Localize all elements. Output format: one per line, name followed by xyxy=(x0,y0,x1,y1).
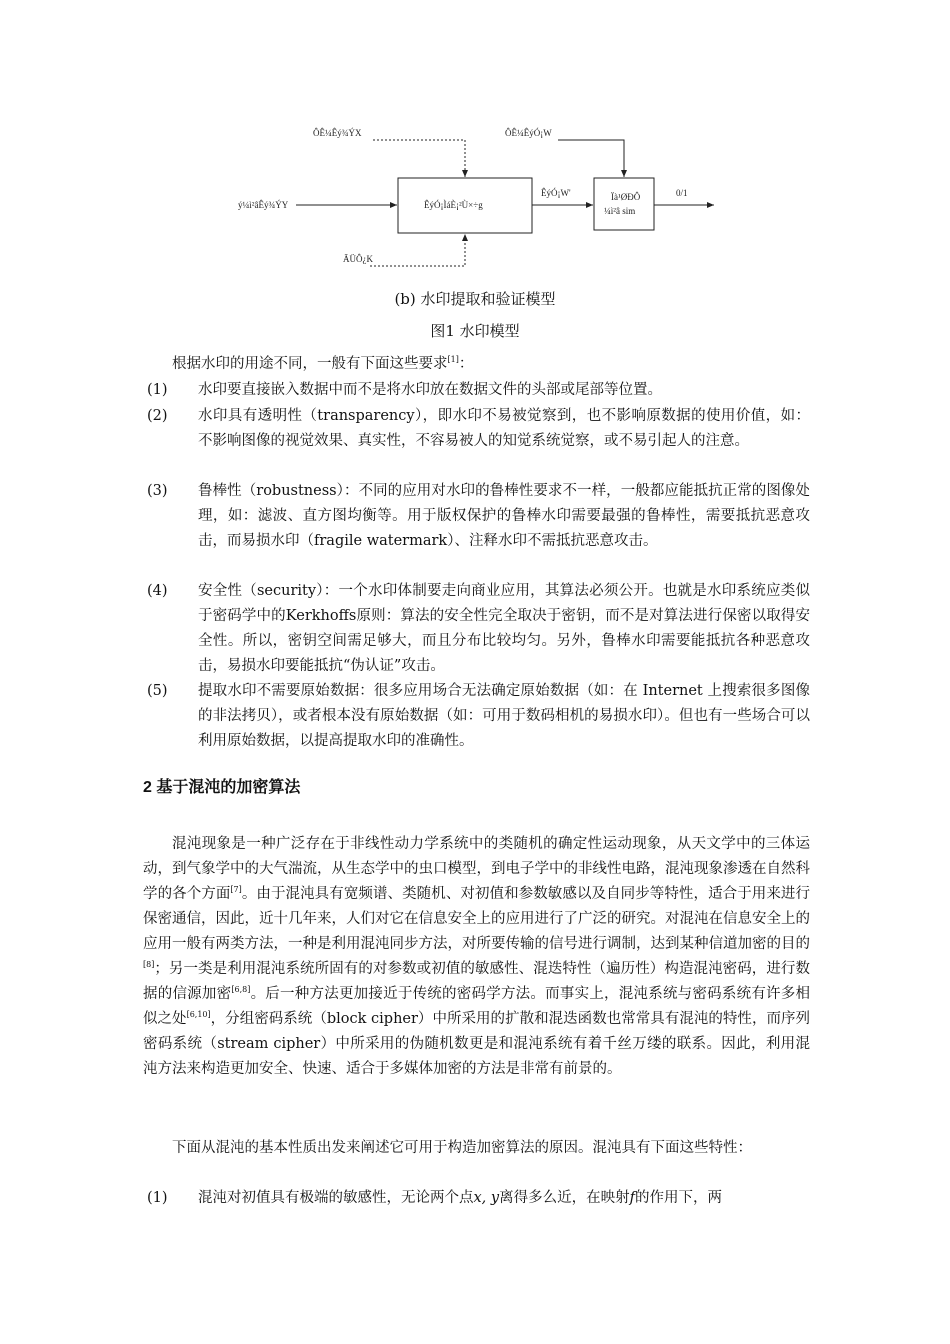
original-watermark-arrow xyxy=(558,140,624,177)
requirement-item: (4) 安全性（security）：一个水印体制要走向商业应用，其算法必须公开。也就是水印系统应类似于密码学中的Kerkhoffs原则：算法的安全性完全取决于密钥，而不是对算法进行保密以取得安全性。所以，密钥空间需足够大，而且分布比较均匀。另外，鲁棒水印需要能抵抗各种恶意攻击，易损水印要能抵抗“伪认证”攻击。 xyxy=(147,583,810,674)
property-item: (1) 混沌对初值具有极端的敏感性，无论两个点x, y离得多么近，在映射f的作用下，两 xyxy=(147,1190,722,1206)
correlation-box xyxy=(594,178,654,230)
section-heading: 2 基于混沌的加密算法 xyxy=(143,779,301,796)
watermark-extraction-diagram xyxy=(0,0,950,280)
label-original-data: ÔÊ¼Êý¾ÝX xyxy=(313,128,362,138)
label-extracted-watermark: ÊýÓ¡W' xyxy=(541,188,571,198)
requirement-item: (2) 水印具有透明性（transparency），即水印不易被觉察到，也不影响原数据的使用价值，如：不影响图像的视觉效果、真实性，不容易被人的知觉系统觉察，或不易引起人的注意。 xyxy=(147,408,810,449)
requirement-item: (1) 水印要直接嵌入数据中而不是将水印放在数据文件的头部或尾部等位置。 xyxy=(147,382,662,398)
requirement-item: (5) 提取水印不需要原始数据：很多应用场合无法确定原始数据（如：在 Internet 上搜索很多图像的非法拷贝），或者根本没有原始数据（如：可用于数码相机的易损水印）。但也有一些场合可以利用原始数据，以提高提取水印的准确性。 xyxy=(147,683,810,749)
original-data-dashed-arrow xyxy=(373,140,465,177)
label-correlation: Ïà¹ØÐÔ xyxy=(611,192,641,202)
label-original-watermark: ÔÊ¼ÊýÓ¡W xyxy=(505,128,552,138)
label-extraction-op: ÊýÓ¡ÌáÈ¡²Ù×÷g xyxy=(424,200,483,210)
subfigure-caption: (b) 水印提取和验证模型 xyxy=(394,290,556,308)
chaos-paragraph: 混沌现象是一种广泛存在于非线性动力学系统中的类随机的确定性运动现象，从天文学中的三体运动，到气象学中的大气湍流，从生态学中的虫口模型，到电子学中的非线性电路，混沌现象渗透在自然科学的各个方面[7]。由于混沌具有宽频谱、类随机、对初值和参数敏感以及自同步等特性，适合于用来进行保密通信，因此，近十几年来，人们对它在信息安全上的应用进行了广泛的研究。对混沌在信息安全上的应用一般有两类方法，一种是利用混沌同步方法，对所要传输的信号进行调制，达到某种信道加密的目的[8]；另一类是利用混沌系统所固有的对参数或初值的敏感性、混迭特性（遍历性）构造混沌密码，进行数据的信源加密[6,8]。后一种方法更加接近于传统的密码学方法。而事实上，混沌系统与密码系统有许多相似之处[6,10]，分组密码系统（block cipher）中所采用的扩散和混迭函数也常常具有混沌的特性，而序列密码系统（stream cipher）中所采用的伪随机数更是和混沌系统有着千丝万缕的联系。因此，利用混沌方法来构造更加安全、快速、适合于多媒体加密的方法是非常有前景的。 xyxy=(143,836,811,1077)
requirements-intro: 根据水印的用途不同，一般有下面这些要求[1]： xyxy=(172,355,474,372)
key-dashed-arrow xyxy=(370,234,465,266)
properties-intro: 下面从混沌的基本性质出发来阐述它可用于构造加密算法的原因。混沌具有下面这些特性： xyxy=(172,1140,752,1156)
requirement-item: (3) 鲁棒性（robustness）：不同的应用对水印的鲁棒性要求不一样，一般都应能抵抗正常的图像处理，如：滤波、直方图均衡等。用于版权保护的鲁棒水印需要最强的鲁棒性，需要抵抗恶意攻击，而易损水印（fragile watermark）、注释水印不需抵抗恶意攻击。 xyxy=(147,483,810,549)
figure-caption: 图1 水印模型 xyxy=(430,322,520,340)
label-input-data: ý¼ì²âÊý¾ÝY xyxy=(238,200,289,210)
label-detection: ¼ì²â sim xyxy=(604,206,636,216)
label-output: 0/1 xyxy=(676,188,688,198)
label-key: ÃÜÔ¿K xyxy=(343,254,373,264)
